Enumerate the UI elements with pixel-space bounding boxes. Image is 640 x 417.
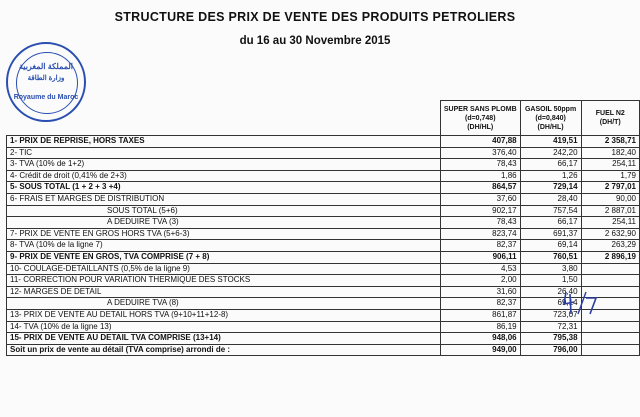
row-label: SOUS TOTAL (5+6): [7, 205, 441, 217]
table-row: [7, 193, 640, 205]
row-value: 1,86: [440, 170, 520, 182]
row-value: 760,51: [520, 251, 581, 263]
table-row: [7, 182, 640, 194]
stamp-text-arabic-1: المملكة المغربية: [19, 62, 73, 71]
row-value: 729,14: [520, 182, 581, 194]
row-value: 723,07: [520, 309, 581, 321]
row-label: 9- PRIX DE VENTE EN GROS, TVA COMPRISE (7 + 8): [7, 251, 441, 263]
header-col-gasoil: GASOIL 50ppm (d=0,840) (DH/HL): [520, 101, 581, 136]
header-blank-cell: [7, 101, 441, 136]
row-value: 242,20: [520, 147, 581, 159]
table-row: [7, 217, 640, 229]
row-label: 2- TIC: [7, 147, 441, 159]
row-label: 7- PRIX DE VENTE EN GROS HORS TVA (5+6-3): [7, 228, 441, 240]
row-value: 795,38: [520, 333, 581, 345]
row-value: 254,11: [581, 217, 639, 229]
row-value: 3,80: [520, 263, 581, 275]
table-header-row: [7, 101, 640, 136]
table-row: [7, 136, 640, 148]
row-value: 1,26: [520, 170, 581, 182]
row-value: 28,40: [520, 193, 581, 205]
table-row: [7, 263, 640, 275]
row-value: 906,11: [440, 251, 520, 263]
table-row: [7, 275, 640, 287]
stamp-text-arabic-2: وزارة الطاقة: [27, 75, 65, 82]
row-label: Soit un prix de vente au détail (TVA comprise) arrondi de :: [7, 344, 441, 356]
row-value: [581, 263, 639, 275]
row-value: 82,37: [440, 298, 520, 310]
row-label: 4- Crédit de droit (0,41% de 2+3): [7, 170, 441, 182]
row-value: 72,31: [520, 321, 581, 333]
header-col-super: SUPER SANS PLOMB (d=0,748) (DH/HL): [440, 101, 520, 136]
row-value: 949,00: [440, 344, 520, 356]
row-value: [581, 275, 639, 287]
row-value: 78,43: [440, 159, 520, 171]
row-value: 263,29: [581, 240, 639, 252]
row-value: 2,00: [440, 275, 520, 287]
row-label: A DEDUIRE TVA (8): [7, 298, 441, 310]
row-label: 1- PRIX DE REPRISE, HORS TAXES: [7, 136, 441, 148]
row-value: 69,14: [520, 240, 581, 252]
table-row: [7, 251, 640, 263]
row-value: 407,88: [440, 136, 520, 148]
table-row: [7, 159, 640, 171]
document-period: du 16 au 30 Novembre 2015: [239, 35, 391, 47]
row-label: 3- TVA (10% de 1+2): [7, 159, 441, 171]
row-value: 376,40: [440, 147, 520, 159]
row-label: 10- COULAGE-DETAILLANTS (0,5% de la ligne 9): [7, 263, 441, 275]
row-value: 86,19: [440, 321, 520, 333]
row-value: [581, 344, 639, 356]
row-value: 861,87: [440, 309, 520, 321]
table-row: [7, 309, 640, 321]
row-value: 82,37: [440, 240, 520, 252]
row-value: 2 887,01: [581, 205, 639, 217]
row-value: 1,79: [581, 170, 639, 182]
table-row: [7, 147, 640, 159]
row-value: 691,37: [520, 228, 581, 240]
row-value: 419,51: [520, 136, 581, 148]
row-value: 66,17: [520, 159, 581, 171]
row-value: 66,17: [520, 217, 581, 229]
stamp-text-latin: Royaume du Maroc: [13, 94, 79, 101]
row-value: 254,11: [581, 159, 639, 171]
row-label: 5- SOUS TOTAL (1 + 2 + 3 +4): [7, 182, 441, 194]
row-value: 182,40: [581, 147, 639, 159]
row-value: 2 797,01: [581, 182, 639, 194]
row-value: 796,00: [520, 344, 581, 356]
row-label: 8- TVA (10% de la ligne 7): [7, 240, 441, 252]
handwritten-annotation-icon: [560, 288, 600, 318]
row-label: 14- TVA (10% de la ligne 13): [7, 321, 441, 333]
row-value: 2 896,19: [581, 251, 639, 263]
price-structure-table: [6, 100, 640, 356]
table-row: [7, 333, 640, 345]
row-value: 69,14: [520, 298, 581, 310]
row-value: 2 632,90: [581, 228, 639, 240]
row-label: 13- PRIX DE VENTE AU DETAIL HORS TVA (9+10+11+12-8): [7, 309, 441, 321]
row-value: 902,17: [440, 205, 520, 217]
row-value: 90,00: [581, 193, 639, 205]
row-value: [581, 333, 639, 345]
table-row: [7, 321, 640, 333]
row-value: 948,06: [440, 333, 520, 345]
row-value: 78,43: [440, 217, 520, 229]
row-label: A DEDUIRE TVA (3): [7, 217, 441, 229]
header-col-fuel: FUEL N2 (DH/T): [581, 101, 639, 136]
row-value: 26,40: [520, 286, 581, 298]
row-value: 757,54: [520, 205, 581, 217]
row-value: 864,57: [440, 182, 520, 194]
row-value: 1,50: [520, 275, 581, 287]
row-value: 2 358,71: [581, 136, 639, 148]
row-value: 823,74: [440, 228, 520, 240]
row-label: 15- PRIX DE VENTE AU DETAIL TVA COMPRISE (13+14): [7, 333, 441, 345]
table-row: [7, 286, 640, 298]
table-body: [7, 136, 640, 356]
row-label: 12- MARGES DE DETAIL: [7, 286, 441, 298]
table-row: [7, 205, 640, 217]
document-title: STRUCTURE DES PRIX DE VENTE DES PRODUITS PETROLIERS: [114, 10, 516, 24]
table-row: [7, 298, 640, 310]
row-label: 6- FRAIS ET MARGES DE DISTRIBUTION: [7, 193, 441, 205]
row-value: [581, 321, 639, 333]
table-row: [7, 240, 640, 252]
row-value: 37,60: [440, 193, 520, 205]
table-row: [7, 344, 640, 356]
table-row: [7, 228, 640, 240]
row-value: 4,53: [440, 263, 520, 275]
table-row: [7, 170, 640, 182]
row-value: 31,60: [440, 286, 520, 298]
row-label: 11- CORRECTION POUR VARIATION THERMIQUE DES STOCKS: [7, 275, 441, 287]
